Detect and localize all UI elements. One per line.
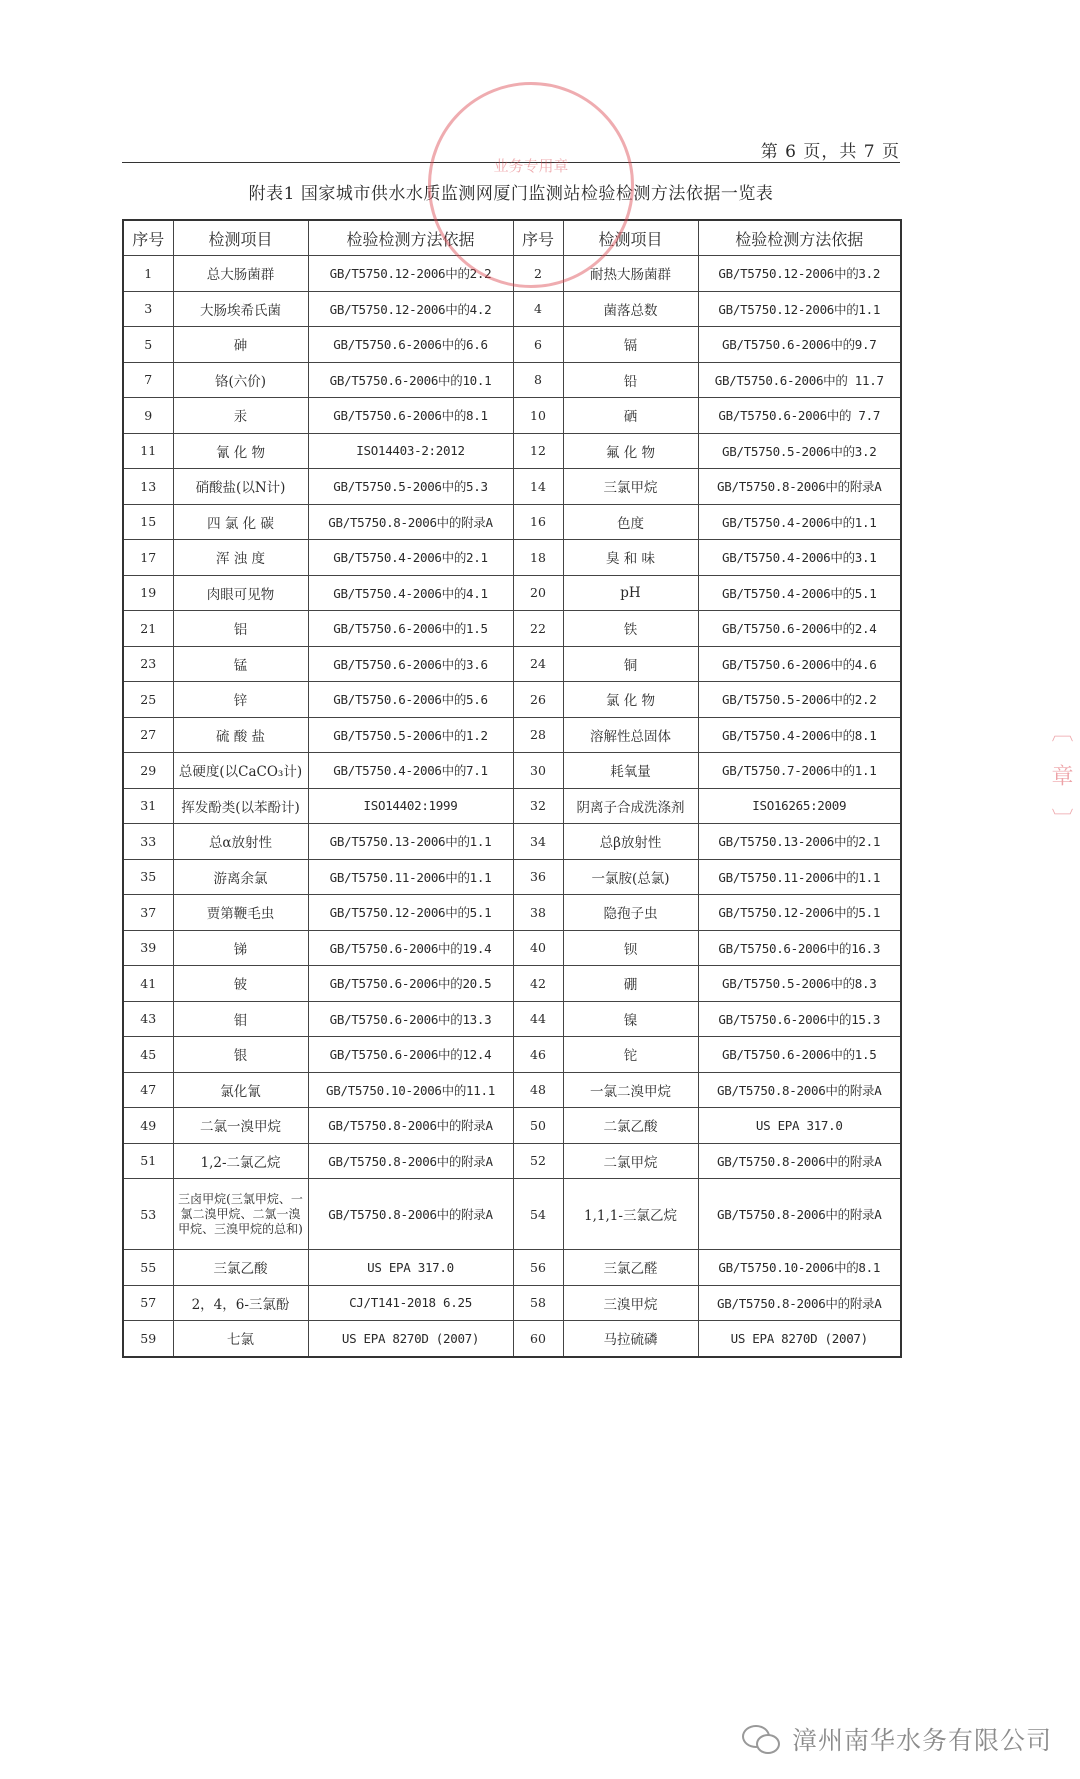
- test-item-cell: 铁: [563, 611, 698, 647]
- header-item: 检测项目: [173, 220, 308, 256]
- row-index-cell: 50: [513, 1108, 563, 1144]
- test-item-cell: 马拉硫磷: [563, 1321, 698, 1357]
- test-item-cell: 钼: [173, 1001, 308, 1037]
- method-cell: US EPA 8270D (2007): [698, 1321, 901, 1357]
- method-table: [122, 219, 902, 1358]
- test-item-cell: 三溴甲烷: [563, 1285, 698, 1321]
- row-index-cell: 3: [123, 291, 173, 327]
- row-index-cell: 8: [513, 362, 563, 398]
- method-cell: US EPA 317.0: [698, 1108, 901, 1144]
- row-index-cell: 51: [123, 1143, 173, 1179]
- method-cell: GB/T5750.13-2006中的1.1: [308, 824, 513, 860]
- row-index-cell: 6: [513, 327, 563, 363]
- test-item-cell: 总大肠菌群: [173, 256, 308, 292]
- test-item-cell: 浑 浊 度: [173, 540, 308, 576]
- test-item-cell: 2，4，6-三氯酚: [173, 1285, 308, 1321]
- row-index-cell: 12: [513, 433, 563, 469]
- test-item-cell: 三卤甲烷(三氯甲烷、一氯二溴甲烷、二氯一溴甲烷、三溴甲烷的总和): [173, 1179, 308, 1250]
- row-index-cell: 27: [123, 717, 173, 753]
- row-index-cell: 38: [513, 895, 563, 931]
- row-index-cell: 9: [123, 398, 173, 434]
- test-item-cell: 铊: [563, 1037, 698, 1073]
- table-row: [123, 291, 901, 327]
- edge-stamp-mark: 〔 章 〕: [1048, 720, 1073, 830]
- method-cell: GB/T5750.4-2006中的8.1: [698, 717, 901, 753]
- wechat-watermark: [742, 1719, 1052, 1759]
- row-index-cell: 24: [513, 646, 563, 682]
- row-index-cell: 36: [513, 859, 563, 895]
- test-item-cell: 钡: [563, 930, 698, 966]
- test-item-cell: 1,2-二氯乙烷: [173, 1143, 308, 1179]
- row-index-cell: 23: [123, 646, 173, 682]
- row-index-cell: 54: [513, 1179, 563, 1250]
- row-index-cell: 21: [123, 611, 173, 647]
- header-index: 序号: [123, 220, 173, 256]
- test-item-cell: 锌: [173, 682, 308, 718]
- test-item-cell: 总α放射性: [173, 824, 308, 860]
- row-index-cell: 26: [513, 682, 563, 718]
- table-row: [123, 1108, 901, 1144]
- row-index-cell: 28: [513, 717, 563, 753]
- method-cell: GB/T5750.5-2006中的8.3: [698, 966, 901, 1002]
- method-cell: ISO14402:1999: [308, 788, 513, 824]
- table-row: [123, 1143, 901, 1179]
- table-row: [123, 753, 901, 789]
- test-item-cell: 硝酸盐(以N计): [173, 469, 308, 505]
- test-item-cell: 铝: [173, 611, 308, 647]
- row-index-cell: 41: [123, 966, 173, 1002]
- header-index: 序号: [513, 220, 563, 256]
- method-cell: GB/T5750.12-2006中的5.1: [698, 895, 901, 931]
- test-item-cell: 氯化氰: [173, 1072, 308, 1108]
- row-index-cell: 44: [513, 1001, 563, 1037]
- header-item: 检测项目: [563, 220, 698, 256]
- test-item-cell: 铍: [173, 966, 308, 1002]
- test-item-cell: 三氯乙酸: [173, 1250, 308, 1286]
- method-cell: GB/T5750.5-2006中的3.2: [698, 433, 901, 469]
- row-index-cell: 43: [123, 1001, 173, 1037]
- row-index-cell: 13: [123, 469, 173, 505]
- row-index-cell: 49: [123, 1108, 173, 1144]
- method-cell: GB/T5750.4-2006中的3.1: [698, 540, 901, 576]
- row-index-cell: 39: [123, 930, 173, 966]
- test-item-cell: 菌落总数: [563, 291, 698, 327]
- test-item-cell: 硼: [563, 966, 698, 1002]
- row-index-cell: 48: [513, 1072, 563, 1108]
- table-row: [123, 504, 901, 540]
- test-item-cell: 锰: [173, 646, 308, 682]
- method-cell: GB/T5750.6-2006中的15.3: [698, 1001, 901, 1037]
- method-cell: GB/T5750.13-2006中的2.1: [698, 824, 901, 860]
- row-index-cell: 4: [513, 291, 563, 327]
- test-item-cell: 总β放射性: [563, 824, 698, 860]
- row-index-cell: 15: [123, 504, 173, 540]
- method-cell: GB/T5750.4-2006中的5.1: [698, 575, 901, 611]
- page-number: 第 6 页，共 7 页: [760, 142, 900, 162]
- header-method: 检验检测方法依据: [698, 220, 901, 256]
- method-cell: GB/T5750.6-2006中的2.4: [698, 611, 901, 647]
- document-title: 附表1 国家城市供水水质监测网厦门监测站检验检测方法依据一览表: [248, 184, 774, 204]
- table-row: [123, 859, 901, 895]
- method-cell: GB/T5750.6-2006中的3.6: [308, 646, 513, 682]
- method-cell: GB/T5750.4-2006中的4.1: [308, 575, 513, 611]
- test-item-cell: 砷: [173, 327, 308, 363]
- row-index-cell: 55: [123, 1250, 173, 1286]
- method-cell: GB/T5750.6-2006中的6.6: [308, 327, 513, 363]
- row-index-cell: 10: [513, 398, 563, 434]
- table-row: [123, 256, 901, 292]
- row-index-cell: 30: [513, 753, 563, 789]
- row-index-cell: 58: [513, 1285, 563, 1321]
- method-cell: ISO16265:2009: [698, 788, 901, 824]
- stamp-text: 业务专用章: [493, 157, 569, 175]
- test-item-cell: 三氯甲烷: [563, 469, 698, 505]
- test-item-cell: 色度: [563, 504, 698, 540]
- table-row: [123, 1250, 901, 1286]
- row-index-cell: 19: [123, 575, 173, 611]
- method-cell: GB/T5750.6-2006中的1.5: [698, 1037, 901, 1073]
- row-index-cell: 1: [123, 256, 173, 292]
- table-row: [123, 327, 901, 363]
- row-index-cell: 57: [123, 1285, 173, 1321]
- method-cell: GB/T5750.8-2006中的附录A: [698, 1072, 901, 1108]
- row-index-cell: 60: [513, 1321, 563, 1357]
- test-item-cell: 挥发酚类(以苯酚计): [173, 788, 308, 824]
- test-item-cell: 七氯: [173, 1321, 308, 1357]
- row-index-cell: 5: [123, 327, 173, 363]
- table-row: [123, 895, 901, 931]
- method-cell: GB/T5750.4-2006中的2.1: [308, 540, 513, 576]
- method-cell: US EPA 8270D (2007): [308, 1321, 513, 1357]
- row-index-cell: 34: [513, 824, 563, 860]
- test-item-cell: 二氯甲烷: [563, 1143, 698, 1179]
- row-index-cell: 25: [123, 682, 173, 718]
- test-item-cell: 氯 化 物: [563, 682, 698, 718]
- method-cell: GB/T5750.6-2006中的16.3: [698, 930, 901, 966]
- row-index-cell: 37: [123, 895, 173, 931]
- test-item-cell: 银: [173, 1037, 308, 1073]
- method-cell: GB/T5750.6-2006中的9.7: [698, 327, 901, 363]
- table-row: [123, 398, 901, 434]
- method-cell: GB/T5750.4-2006中的7.1: [308, 753, 513, 789]
- table-row: [123, 1285, 901, 1321]
- row-index-cell: 47: [123, 1072, 173, 1108]
- test-item-cell: 臭 和 味: [563, 540, 698, 576]
- test-item-cell: 贾第鞭毛虫: [173, 895, 308, 931]
- row-index-cell: 22: [513, 611, 563, 647]
- row-index-cell: 11: [123, 433, 173, 469]
- row-index-cell: 20: [513, 575, 563, 611]
- method-cell: GB/T5750.6-2006中的19.4: [308, 930, 513, 966]
- method-cell: GB/T5750.6-2006中的5.6: [308, 682, 513, 718]
- table-row: [123, 824, 901, 860]
- method-cell: GB/T5750.6-2006中的 7.7: [698, 398, 901, 434]
- method-cell: GB/T5750.5-2006中的2.2: [698, 682, 901, 718]
- table-row: [123, 1072, 901, 1108]
- test-item-cell: 镉: [563, 327, 698, 363]
- method-cell: GB/T5750.8-2006中的附录A: [308, 1143, 513, 1179]
- table-row: [123, 966, 901, 1002]
- test-item-cell: 四 氯 化 碳: [173, 504, 308, 540]
- row-index-cell: 52: [513, 1143, 563, 1179]
- row-index-cell: 45: [123, 1037, 173, 1073]
- method-cell: CJ/T141-2018 6.25: [308, 1285, 513, 1321]
- test-item-cell: 耐热大肠菌群: [563, 256, 698, 292]
- table-row: [123, 433, 901, 469]
- method-cell: GB/T5750.8-2006中的附录A: [698, 1143, 901, 1179]
- test-item-cell: 游离余氯: [173, 859, 308, 895]
- table-row: [123, 646, 901, 682]
- method-cell: GB/T5750.7-2006中的1.1: [698, 753, 901, 789]
- row-index-cell: 2: [513, 256, 563, 292]
- method-cell: GB/T5750.12-2006中的5.1: [308, 895, 513, 931]
- table-row: [123, 1001, 901, 1037]
- method-cell: GB/T5750.6-2006中的4.6: [698, 646, 901, 682]
- test-item-cell: 三氯乙醛: [563, 1250, 698, 1286]
- table-row: [123, 788, 901, 824]
- row-index-cell: 32: [513, 788, 563, 824]
- method-cell: GB/T5750.8-2006中的附录A: [698, 1285, 901, 1321]
- method-cell: GB/T5750.12-2006中的2.2: [308, 256, 513, 292]
- table-row: [123, 611, 901, 647]
- table-row: [123, 469, 901, 505]
- table-row: [123, 1179, 901, 1250]
- wechat-icon: [742, 1723, 782, 1755]
- table-header-row: [123, 220, 901, 256]
- row-index-cell: 56: [513, 1250, 563, 1286]
- method-cell: GB/T5750.6-2006中的13.3: [308, 1001, 513, 1037]
- row-index-cell: 42: [513, 966, 563, 1002]
- table-row: [123, 682, 901, 718]
- test-item-cell: 大肠埃希氏菌: [173, 291, 308, 327]
- method-cell: GB/T5750.6-2006中的 11.7: [698, 362, 901, 398]
- method-cell: GB/T5750.11-2006中的1.1: [308, 859, 513, 895]
- method-cell: GB/T5750.10-2006中的11.1: [308, 1072, 513, 1108]
- test-item-cell: 铬(六价): [173, 362, 308, 398]
- method-cell: GB/T5750.8-2006中的附录A: [698, 1179, 901, 1250]
- method-cell: GB/T5750.8-2006中的附录A: [308, 1179, 513, 1250]
- method-cell: GB/T5750.6-2006中的12.4: [308, 1037, 513, 1073]
- method-cell: GB/T5750.8-2006中的附录A: [698, 469, 901, 505]
- table-row: [123, 717, 901, 753]
- test-item-cell: 镍: [563, 1001, 698, 1037]
- method-cell: GB/T5750.8-2006中的附录A: [308, 504, 513, 540]
- test-item-cell: 1,1,1-三氯乙烷: [563, 1179, 698, 1250]
- row-index-cell: 33: [123, 824, 173, 860]
- method-cell: GB/T5750.8-2006中的附录A: [308, 1108, 513, 1144]
- test-item-cell: pH: [563, 575, 698, 611]
- table-row: [123, 930, 901, 966]
- row-index-cell: 40: [513, 930, 563, 966]
- test-item-cell: 一氯胺(总氯): [563, 859, 698, 895]
- row-index-cell: 16: [513, 504, 563, 540]
- watermark-text: 漳州南华水务有限公司: [791, 1726, 1052, 1755]
- test-item-cell: 汞: [173, 398, 308, 434]
- method-cell: GB/T5750.6-2006中的10.1: [308, 362, 513, 398]
- method-cell: GB/T5750.10-2006中的8.1: [698, 1250, 901, 1286]
- method-cell: US EPA 317.0: [308, 1250, 513, 1286]
- method-cell: GB/T5750.11-2006中的1.1: [698, 859, 901, 895]
- method-cell: GB/T5750.6-2006中的20.5: [308, 966, 513, 1002]
- test-item-cell: 氰 化 物: [173, 433, 308, 469]
- test-item-cell: 一氯二溴甲烷: [563, 1072, 698, 1108]
- test-item-cell: 铜: [563, 646, 698, 682]
- header-method: 检验检测方法依据: [308, 220, 513, 256]
- header-divider: [122, 162, 900, 163]
- test-item-cell: 阴离子合成洗涤剂: [563, 788, 698, 824]
- row-index-cell: 53: [123, 1179, 173, 1250]
- method-cell: GB/T5750.5-2006中的1.2: [308, 717, 513, 753]
- test-item-cell: 锑: [173, 930, 308, 966]
- row-index-cell: 14: [513, 469, 563, 505]
- method-cell: GB/T5750.6-2006中的8.1: [308, 398, 513, 434]
- test-item-cell: 二氯一溴甲烷: [173, 1108, 308, 1144]
- test-item-cell: 铅: [563, 362, 698, 398]
- method-cell: GB/T5750.12-2006中的3.2: [698, 256, 901, 292]
- table-row: [123, 362, 901, 398]
- table-row: [123, 1037, 901, 1073]
- method-cell: ISO14403-2:2012: [308, 433, 513, 469]
- row-index-cell: 35: [123, 859, 173, 895]
- method-cell: GB/T5750.12-2006中的1.1: [698, 291, 901, 327]
- row-index-cell: 7: [123, 362, 173, 398]
- test-item-cell: 氟 化 物: [563, 433, 698, 469]
- method-cell: GB/T5750.12-2006中的4.2: [308, 291, 513, 327]
- table-row: [123, 540, 901, 576]
- row-index-cell: 46: [513, 1037, 563, 1073]
- table-row: [123, 1321, 901, 1357]
- table-row: [123, 575, 901, 611]
- test-item-cell: 硫 酸 盐: [173, 717, 308, 753]
- row-index-cell: 18: [513, 540, 563, 576]
- test-item-cell: 溶解性总固体: [563, 717, 698, 753]
- test-item-cell: 总硬度(以CaCO₃计): [173, 753, 308, 789]
- method-cell: GB/T5750.6-2006中的1.5: [308, 611, 513, 647]
- test-item-cell: 硒: [563, 398, 698, 434]
- row-index-cell: 29: [123, 753, 173, 789]
- test-item-cell: 耗氧量: [563, 753, 698, 789]
- test-item-cell: 肉眼可见物: [173, 575, 308, 611]
- test-item-cell: 隐孢子虫: [563, 895, 698, 931]
- row-index-cell: 59: [123, 1321, 173, 1357]
- row-index-cell: 17: [123, 540, 173, 576]
- method-cell: GB/T5750.4-2006中的1.1: [698, 504, 901, 540]
- method-cell: GB/T5750.5-2006中的5.3: [308, 469, 513, 505]
- test-item-cell: 二氯乙酸: [563, 1108, 698, 1144]
- row-index-cell: 31: [123, 788, 173, 824]
